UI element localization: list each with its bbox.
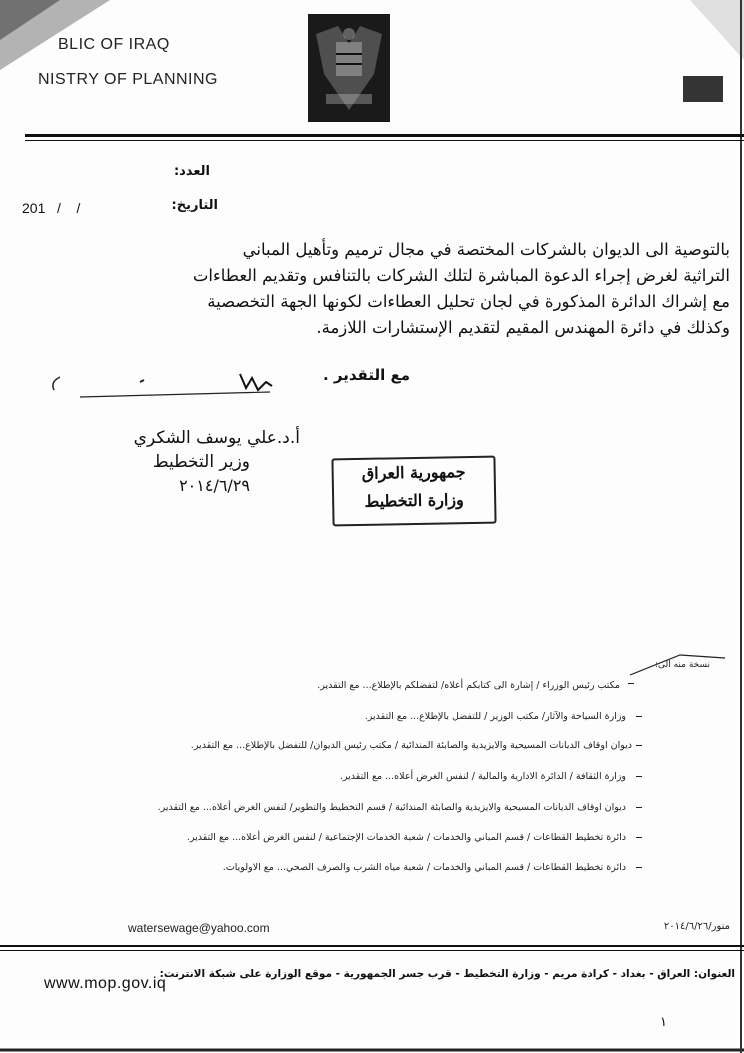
footer-address: العنوان: العراق - بغداد - كرادة مريم - وزارة التخطيط - قرب جسر الجمهورية - موقع الوزارة على شبكة الانترنت:	[159, 968, 735, 980]
website-link[interactable]: www.mop.gov.iq	[44, 975, 167, 992]
initials-date: منور/٢٠١٤/٦/٢٦	[663, 921, 730, 932]
bullet-dash	[636, 807, 642, 808]
copy-item: دائرة تخطيط القطاعات / قسم المباني والخدمات / شعبة الخدمات الإجتماعية / لنفس الغرض أعلاه... مع التقدير.	[186, 832, 626, 843]
iraq-eagle-emblem-icon	[308, 14, 390, 126]
copy-item: وزارة الثقافة / الدائرة الادارية والمالية / لنفس الغرض أعلاه... مع التقدير.	[339, 771, 626, 782]
closing-text: مع التقدير .	[323, 366, 410, 384]
bullet-dash	[636, 745, 642, 746]
bullet-dash	[636, 837, 642, 838]
bullet-dash	[636, 776, 642, 777]
stamp-line: جمهورية العراق	[361, 462, 466, 483]
signatory-title: وزير التخطيط	[152, 452, 250, 472]
body-line: التراثية لغرض إجراء الدعوة المباشرة لتلك الشركات بالتنافس وتقديم العطاءات	[192, 266, 730, 285]
page-mark: ١	[660, 1015, 667, 1030]
body-line: وكذلك في دائرة المهندس المقيم لتقديم الإستشارات اللازمة.	[316, 318, 730, 337]
bullet-dash	[636, 716, 642, 717]
number-label: العدد:	[173, 164, 210, 179]
copies-heading: نسخة منه الى:	[654, 660, 710, 670]
footer-rule-thin	[0, 950, 744, 951]
country-name-en: BLIC OF IRAQ	[58, 36, 170, 53]
ministry-stamp	[331, 456, 496, 527]
copy-item: ديوان اوقاف الديانات المسيحية والايزيدية والصابئة المندائية / مكتب رئيس الديوان/ للتفضل بالإطلاع... مع التقدير.	[190, 740, 632, 751]
copy-item: دائرة تخطيط القطاعات / قسم المباني والخدمات / شعبة مياه الشرب والصرف الصحي... مع الاولويات.	[222, 862, 626, 873]
bullet-dash	[628, 683, 634, 684]
signatory-name: أ.د.علي يوسف الشكري	[133, 428, 300, 448]
email-address: watersewage@yahoo.com	[128, 921, 270, 935]
handwritten-mark	[620, 650, 730, 680]
signature	[40, 362, 280, 412]
copy-item: وزارة السياحة والآثار/ مكتب الوزير / للتفضل بالإطلاع... مع التقدير.	[364, 711, 626, 722]
signatory-block	[60, 426, 300, 498]
signatory-date: ٢٠١٤/٦/٢٩	[179, 476, 250, 495]
date-label: التاريخ:	[171, 198, 218, 213]
letter-body	[40, 237, 730, 341]
copy-item: مكتب رئيس الوزراء / إشارة الى كتابكم أعلاه/ لتفضلكم بالإطلاع... مع التقدير.	[317, 680, 620, 691]
header-rule	[25, 134, 744, 137]
date-value: 201 / /	[22, 200, 81, 216]
ministry-name-ar-fragment	[683, 76, 723, 102]
footer-rule	[0, 945, 744, 947]
stamp-line: وزارة التخطيط	[364, 490, 464, 511]
body-line: مع إشراك الدائرة المذكورة في لجان تحليل العطاءات لكونها الجهة التخصصية	[207, 292, 730, 311]
header-rule-thin	[25, 140, 744, 141]
copy-item: ديوان اوقاف الديانات المسيحية والايزيدية والصابئة المندائية / قسم التخطيط والتطوير/ لنفس الغرض أعلاه... مع التقدير.	[157, 802, 626, 813]
body-line: بالتوصية الى الديوان بالشركات المختصة في مجال ترميم وتأهيل المباني	[242, 240, 730, 259]
bullet-dash	[636, 867, 642, 868]
ministry-name-en: NISTRY OF PLANNING	[38, 71, 218, 88]
